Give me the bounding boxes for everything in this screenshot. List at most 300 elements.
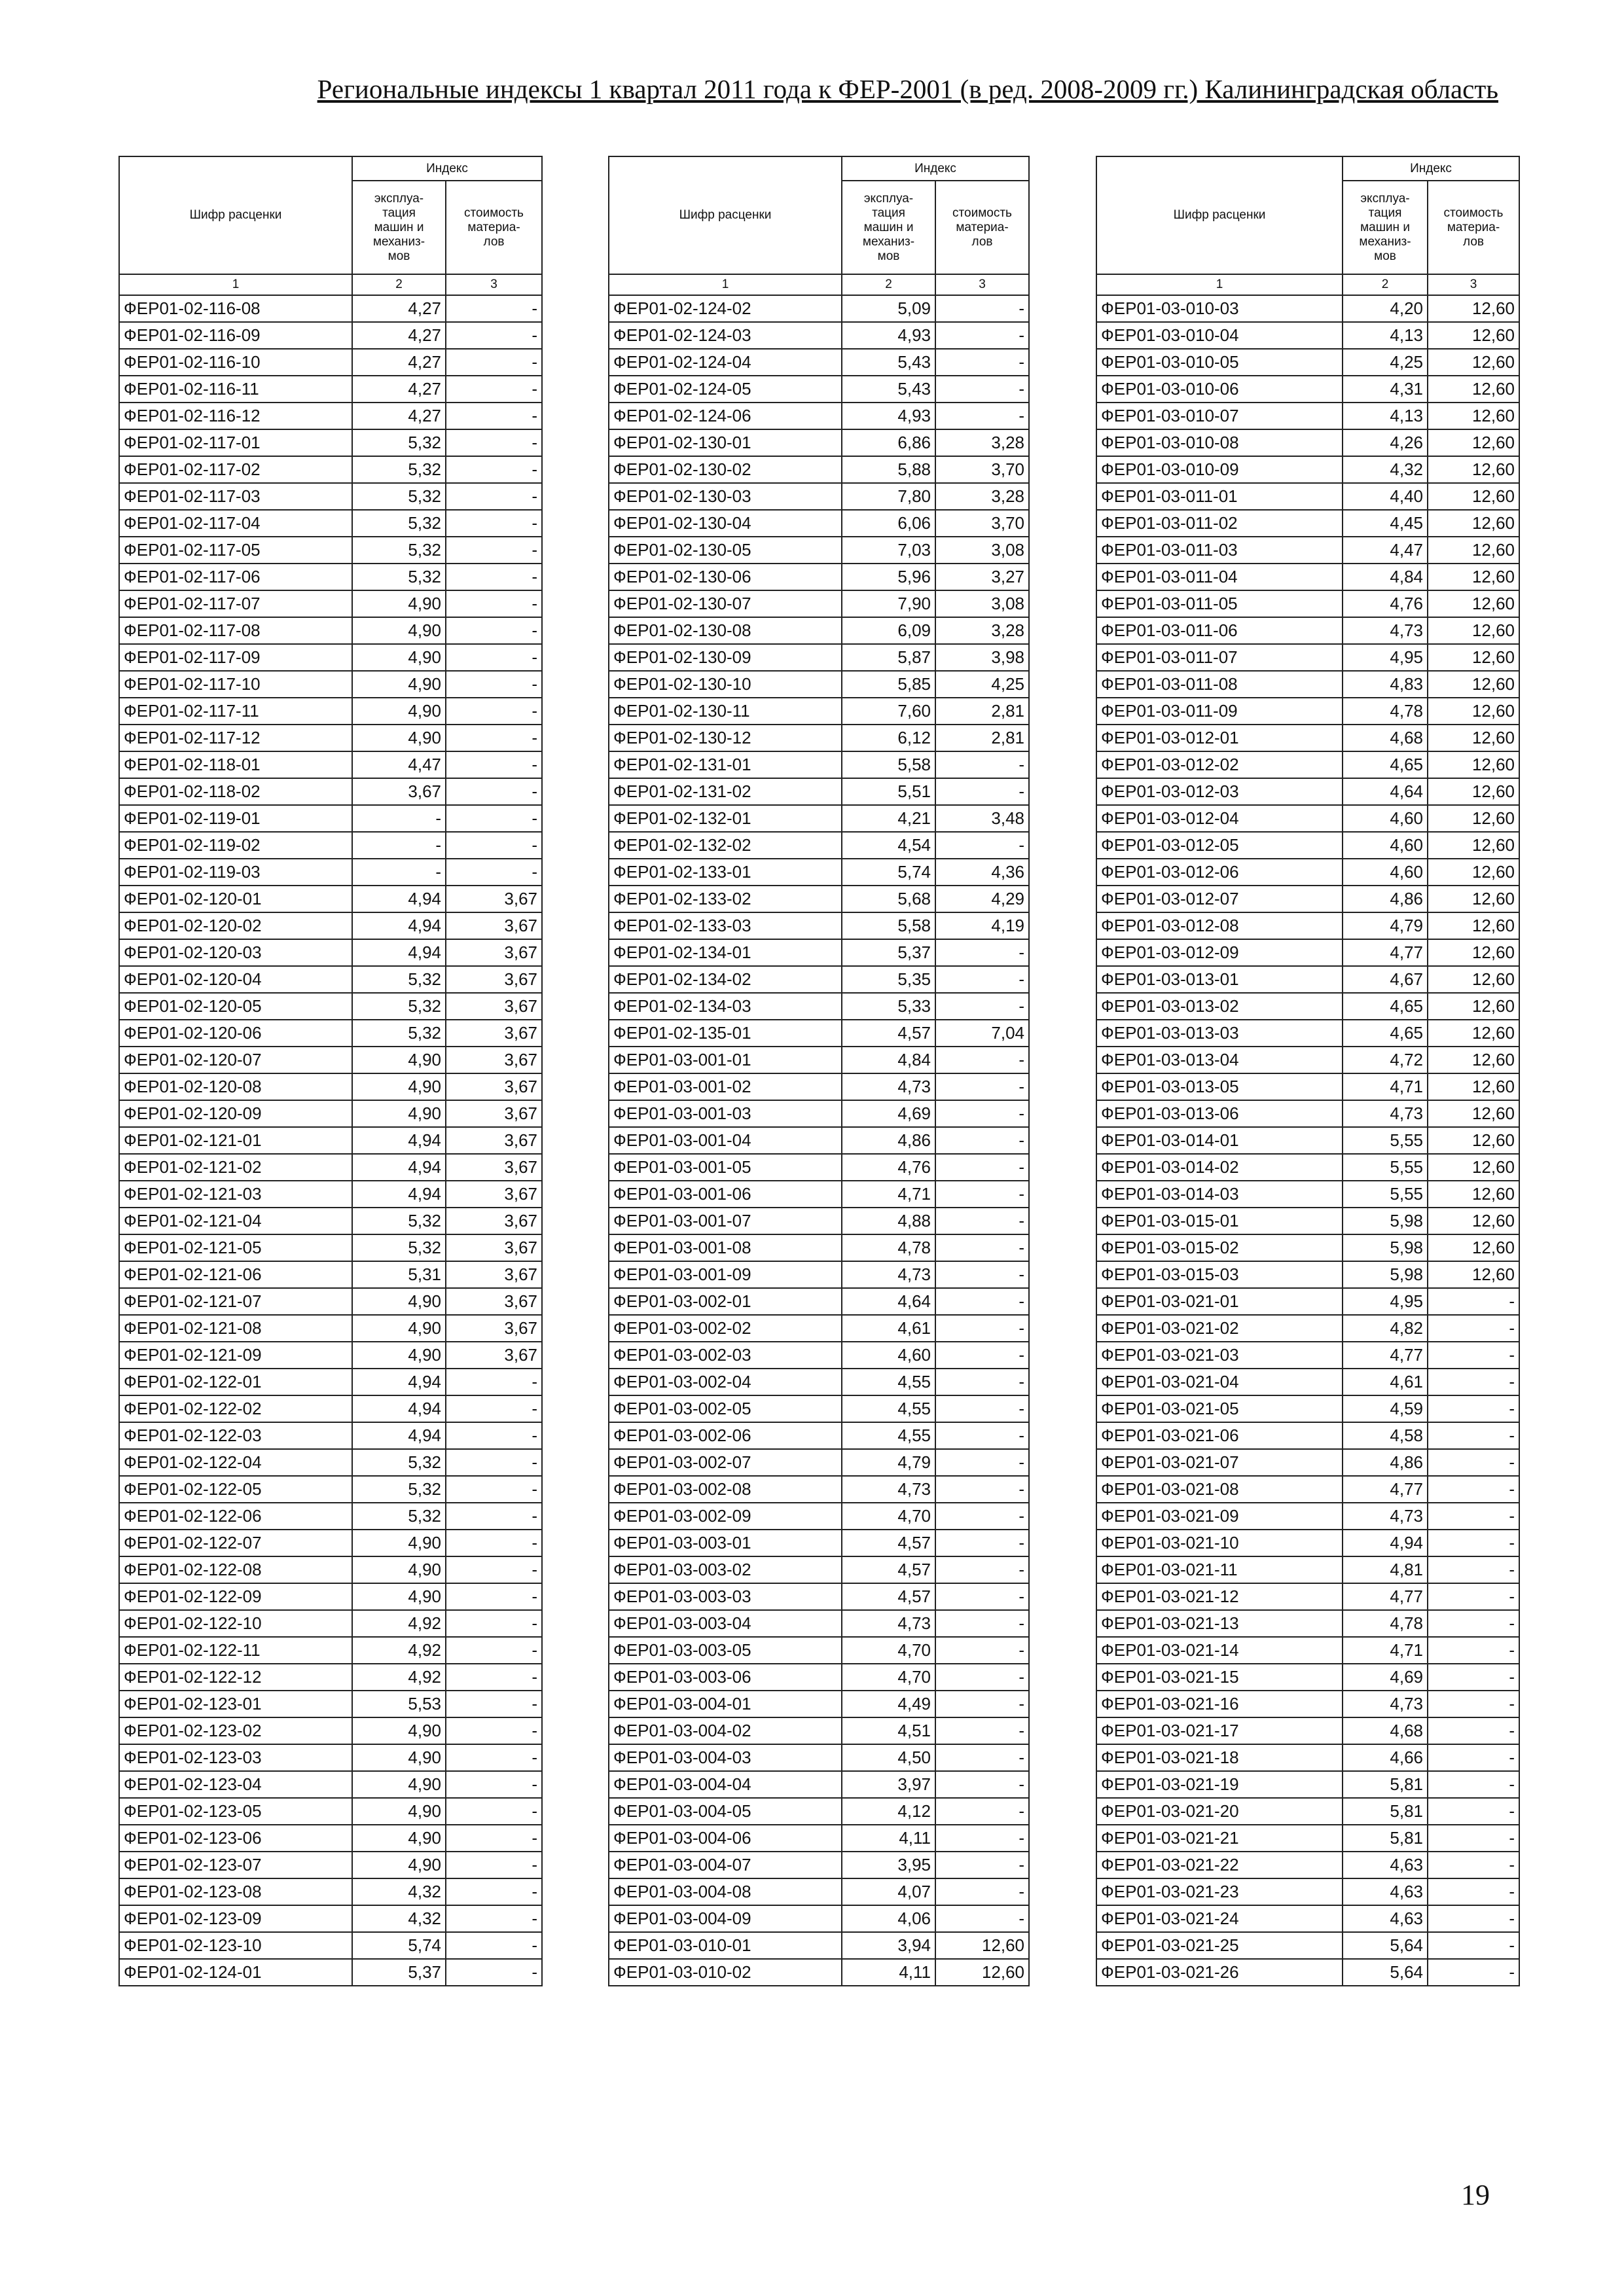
table-row xyxy=(609,590,1029,617)
rate-code-cell: ФЕР01-03-013-02 xyxy=(1096,993,1343,1020)
material-index-cell: - xyxy=(1428,1905,1519,1932)
table-row xyxy=(119,1771,542,1798)
table-row xyxy=(119,751,542,778)
material-index-cell: - xyxy=(1428,1637,1519,1664)
rate-code-cell: ФЕР01-02-121-07 xyxy=(119,1288,352,1315)
material-index-cell: 2,81 xyxy=(935,725,1029,751)
rate-code-cell: ФЕР01-02-121-01 xyxy=(119,1127,352,1154)
machine-index-cell: 4,94 xyxy=(352,886,446,912)
machine-index-cell: 4,90 xyxy=(352,1798,446,1825)
machine-index-cell: 5,55 xyxy=(1343,1127,1428,1154)
rate-code-cell: ФЕР01-03-013-05 xyxy=(1096,1073,1343,1100)
machine-index-cell: 4,64 xyxy=(842,1288,935,1315)
table-row xyxy=(609,912,1029,939)
table-row xyxy=(609,1395,1029,1422)
table-row xyxy=(609,644,1029,671)
material-index-cell: 12,60 xyxy=(1428,617,1519,644)
material-index-cell: 3,67 xyxy=(446,1127,542,1154)
machine-index-cell: 4,92 xyxy=(352,1664,446,1691)
material-index-cell: - xyxy=(935,832,1029,859)
table-row xyxy=(609,1610,1029,1637)
material-index-cell: 12,60 xyxy=(1428,859,1519,886)
table-row xyxy=(1096,295,1519,322)
material-index-cell: - xyxy=(446,1637,542,1664)
material-index-cell: - xyxy=(446,1583,542,1610)
machine-index-cell: 4,82 xyxy=(1343,1315,1428,1342)
table-row xyxy=(1096,993,1519,1020)
material-index-cell: - xyxy=(446,751,542,778)
material-index-cell: - xyxy=(446,1503,542,1530)
machine-index-cell: 4,65 xyxy=(1343,993,1428,1020)
machine-index-cell: 4,73 xyxy=(842,1073,935,1100)
rate-code-cell: ФЕР01-03-011-07 xyxy=(1096,644,1343,671)
rate-code-cell: ФЕР01-02-122-07 xyxy=(119,1530,352,1556)
machine-index-cell: 4,71 xyxy=(1343,1637,1428,1664)
table-row xyxy=(609,1664,1029,1691)
table-row xyxy=(119,1261,542,1288)
material-index-cell: - xyxy=(446,429,542,456)
table-row xyxy=(1096,1932,1519,1959)
table-row xyxy=(609,1878,1029,1905)
rate-code-cell: ФЕР01-02-123-02 xyxy=(119,1717,352,1744)
material-index-cell: 3,70 xyxy=(935,510,1029,537)
exploit-header: эксплуа- тация машин и механиз- мов xyxy=(842,181,935,274)
table-row xyxy=(119,1127,542,1154)
material-index-cell: - xyxy=(1428,1771,1519,1798)
material-index-cell: - xyxy=(935,376,1029,403)
table-row xyxy=(1096,1637,1519,1664)
rate-code-cell: ФЕР01-02-122-09 xyxy=(119,1583,352,1610)
table-row xyxy=(1096,1610,1519,1637)
material-index-cell: - xyxy=(935,1342,1029,1369)
material-index-cell: - xyxy=(935,1127,1029,1154)
machine-index-cell: 4,50 xyxy=(842,1744,935,1771)
rate-code-cell: ФЕР01-02-130-06 xyxy=(609,564,842,590)
table-row xyxy=(119,1181,542,1208)
rate-code-cell: ФЕР01-03-013-04 xyxy=(1096,1047,1343,1073)
material-index-cell: - xyxy=(446,403,542,429)
machine-index-cell: 4,90 xyxy=(352,1315,446,1342)
rate-code-cell: ФЕР01-03-004-05 xyxy=(609,1798,842,1825)
table-row xyxy=(1096,1503,1519,1530)
machine-index-cell: 5,58 xyxy=(842,912,935,939)
machine-index-cell: 4,54 xyxy=(842,832,935,859)
machine-index-cell: 4,90 xyxy=(352,644,446,671)
machine-index-cell: 5,43 xyxy=(842,376,935,403)
rate-code-cell: ФЕР01-02-117-05 xyxy=(119,537,352,564)
machine-index-cell: 3,95 xyxy=(842,1852,935,1878)
table-row xyxy=(609,1315,1029,1342)
rate-code-cell: ФЕР01-02-117-01 xyxy=(119,429,352,456)
machine-index-cell: 5,32 xyxy=(352,1020,446,1047)
machine-index-cell: 4,70 xyxy=(842,1664,935,1691)
machine-index-cell: 4,94 xyxy=(352,1127,446,1154)
table-row xyxy=(609,1556,1029,1583)
machine-index-cell: 4,55 xyxy=(842,1422,935,1449)
machine-index-cell: 5,32 xyxy=(352,429,446,456)
table-row xyxy=(609,1234,1029,1261)
machine-index-cell: 4,84 xyxy=(1343,564,1428,590)
rate-code-cell: ФЕР01-02-131-02 xyxy=(609,778,842,805)
machine-index-cell: 5,43 xyxy=(842,349,935,376)
rate-code-cell: ФЕР01-02-122-04 xyxy=(119,1449,352,1476)
machine-index-cell: 4,90 xyxy=(352,1771,446,1798)
machine-index-cell: 5,81 xyxy=(1343,1771,1428,1798)
table-row xyxy=(119,1852,542,1878)
table-row xyxy=(1096,1959,1519,1986)
material-index-cell: - xyxy=(1428,1825,1519,1852)
material-index-cell: - xyxy=(446,1717,542,1744)
rate-code-cell: ФЕР01-03-021-08 xyxy=(1096,1476,1343,1503)
material-index-cell: 12,60 xyxy=(1428,1020,1519,1047)
material-index-cell: - xyxy=(935,993,1029,1020)
machine-index-cell: 4,90 xyxy=(352,1583,446,1610)
rate-code-cell: ФЕР01-03-002-08 xyxy=(609,1476,842,1503)
table-row xyxy=(1096,537,1519,564)
machine-index-cell: 7,60 xyxy=(842,698,935,725)
rate-code-cell: ФЕР01-02-130-03 xyxy=(609,483,842,510)
machine-index-cell: 4,78 xyxy=(842,1234,935,1261)
rate-code-cell: ФЕР01-03-002-05 xyxy=(609,1395,842,1422)
material-index-cell: - xyxy=(446,1530,542,1556)
machine-index-cell: 7,90 xyxy=(842,590,935,617)
material-index-cell: 3,67 xyxy=(446,1234,542,1261)
machine-index-cell: 4,73 xyxy=(1343,1100,1428,1127)
table-row xyxy=(1096,1852,1519,1878)
machine-index-cell: 4,60 xyxy=(842,1342,935,1369)
material-index-cell: - xyxy=(1428,1503,1519,1530)
rate-code-cell: ФЕР01-02-130-07 xyxy=(609,590,842,617)
machine-index-cell: 4,21 xyxy=(842,805,935,832)
machine-index-cell: 4,69 xyxy=(1343,1664,1428,1691)
rate-code-cell: ФЕР01-02-132-01 xyxy=(609,805,842,832)
material-index-cell: 3,67 xyxy=(446,1208,542,1234)
rate-code-cell: ФЕР01-03-021-16 xyxy=(1096,1691,1343,1717)
rate-code-cell: ФЕР01-03-021-14 xyxy=(1096,1637,1343,1664)
material-index-cell: 12,60 xyxy=(1428,483,1519,510)
material-index-cell: - xyxy=(935,1905,1029,1932)
material-index-cell: - xyxy=(935,1261,1029,1288)
rate-code-cell: ФЕР01-03-021-18 xyxy=(1096,1744,1343,1771)
exploit-header: эксплуа- тация машин и механиз- мов xyxy=(1343,181,1428,274)
machine-index-cell: 4,90 xyxy=(352,1744,446,1771)
rate-code-cell: ФЕР01-03-003-06 xyxy=(609,1664,842,1691)
rate-code-cell: ФЕР01-03-002-09 xyxy=(609,1503,842,1530)
machine-index-cell: 4,57 xyxy=(842,1556,935,1583)
machine-index-cell: 4,71 xyxy=(842,1181,935,1208)
material-index-cell: - xyxy=(1428,1449,1519,1476)
material-index-cell: 3,67 xyxy=(446,966,542,993)
rate-code-cell: ФЕР01-02-117-07 xyxy=(119,590,352,617)
material-index-cell: - xyxy=(935,1234,1029,1261)
index-header: Индекс xyxy=(352,156,542,181)
rate-code-cell: ФЕР01-02-118-02 xyxy=(119,778,352,805)
machine-index-cell: 4,57 xyxy=(842,1583,935,1610)
index-table-3 xyxy=(1096,156,1520,1986)
rate-code-cell: ФЕР01-02-123-07 xyxy=(119,1852,352,1878)
table-row xyxy=(609,1449,1029,1476)
material-index-cell: - xyxy=(935,1744,1029,1771)
table-row xyxy=(1096,564,1519,590)
material-index-cell: - xyxy=(935,1878,1029,1905)
machine-index-cell: 5,55 xyxy=(1343,1181,1428,1208)
machine-index-cell: 5,96 xyxy=(842,564,935,590)
rate-code-cell: ФЕР01-02-124-04 xyxy=(609,349,842,376)
rate-code-cell: ФЕР01-03-021-24 xyxy=(1096,1905,1343,1932)
table-row xyxy=(609,295,1029,322)
material-index-cell: 3,67 xyxy=(446,886,542,912)
machine-index-cell: 4,73 xyxy=(1343,617,1428,644)
rate-code-cell: ФЕР01-03-011-09 xyxy=(1096,698,1343,725)
table-row xyxy=(1096,483,1519,510)
machine-index-cell: 4,94 xyxy=(352,1154,446,1181)
machine-index-cell: 5,33 xyxy=(842,993,935,1020)
col-number: 3 xyxy=(935,274,1029,295)
material-index-cell: 3,08 xyxy=(935,537,1029,564)
table-row xyxy=(1096,1395,1519,1422)
machine-index-cell: 4,77 xyxy=(1343,1342,1428,1369)
material-index-cell: - xyxy=(935,939,1029,966)
table-row xyxy=(609,483,1029,510)
rate-code-cell: ФЕР01-03-012-01 xyxy=(1096,725,1343,751)
table-row xyxy=(119,1342,542,1369)
rate-code-cell: ФЕР01-02-124-01 xyxy=(119,1959,352,1986)
rate-code-cell: ФЕР01-03-003-01 xyxy=(609,1530,842,1556)
rate-code-cell: ФЕР01-02-130-12 xyxy=(609,725,842,751)
table-row xyxy=(609,751,1029,778)
material-index-cell: - xyxy=(935,1825,1029,1852)
machine-index-cell: 5,98 xyxy=(1343,1234,1428,1261)
machine-index-cell: 4,92 xyxy=(352,1610,446,1637)
material-index-cell: 3,67 xyxy=(446,1288,542,1315)
machine-index-cell: 4,90 xyxy=(352,1530,446,1556)
machine-index-cell: 4,40 xyxy=(1343,483,1428,510)
rate-code-cell: ФЕР01-03-003-04 xyxy=(609,1610,842,1637)
index-table-1 xyxy=(118,156,543,1986)
machine-index-cell: 5,32 xyxy=(352,1234,446,1261)
material-index-cell: 3,67 xyxy=(446,1100,542,1127)
rate-code-cell: ФЕР01-03-021-17 xyxy=(1096,1717,1343,1744)
machine-index-cell: 4,88 xyxy=(842,1208,935,1234)
rate-code-cell: ФЕР01-02-124-05 xyxy=(609,376,842,403)
rate-code-cell: ФЕР01-02-119-03 xyxy=(119,859,352,886)
table-row xyxy=(119,671,542,698)
code-header: Шифр расценки xyxy=(609,156,842,274)
material-index-cell: - xyxy=(446,483,542,510)
machine-index-cell: 5,32 xyxy=(352,564,446,590)
rate-code-cell: ФЕР01-02-120-05 xyxy=(119,993,352,1020)
machine-index-cell: 4,57 xyxy=(842,1530,935,1556)
rate-code-cell: ФЕР01-02-124-06 xyxy=(609,403,842,429)
rate-code-cell: ФЕР01-03-004-03 xyxy=(609,1744,842,1771)
machine-index-cell: 5,35 xyxy=(842,966,935,993)
machine-index-cell: 4,12 xyxy=(842,1798,935,1825)
rate-code-cell: ФЕР01-02-123-09 xyxy=(119,1905,352,1932)
machine-index-cell: 4,77 xyxy=(1343,939,1428,966)
table-row xyxy=(119,403,542,429)
table-row xyxy=(119,456,542,483)
rate-code-cell: ФЕР01-03-011-03 xyxy=(1096,537,1343,564)
material-index-cell: - xyxy=(1428,1717,1519,1744)
table-row xyxy=(1096,1100,1519,1127)
material-index-cell: - xyxy=(935,1288,1029,1315)
table-row xyxy=(1096,886,1519,912)
machine-index-cell: 4,90 xyxy=(352,725,446,751)
material-index-cell: - xyxy=(935,1583,1029,1610)
material-index-cell: - xyxy=(1428,1288,1519,1315)
machine-index-cell: - xyxy=(352,859,446,886)
table-row xyxy=(119,698,542,725)
machine-index-cell: 4,65 xyxy=(1343,751,1428,778)
table-row xyxy=(609,1288,1029,1315)
material-index-cell: 12,60 xyxy=(1428,456,1519,483)
material-index-cell: 12,60 xyxy=(1428,939,1519,966)
page-number: 19 xyxy=(1461,2179,1490,2211)
material-index-cell: 12,60 xyxy=(1428,295,1519,322)
material-index-cell: - xyxy=(935,349,1029,376)
table-row xyxy=(1096,510,1519,537)
material-index-cell: - xyxy=(1428,1878,1519,1905)
table-row xyxy=(119,295,542,322)
material-index-cell: - xyxy=(1428,1664,1519,1691)
material-index-cell: - xyxy=(446,725,542,751)
material-index-cell: 3,28 xyxy=(935,483,1029,510)
machine-index-cell: 4,61 xyxy=(842,1315,935,1342)
rate-code-cell: ФЕР01-03-010-06 xyxy=(1096,376,1343,403)
table-row xyxy=(1096,671,1519,698)
col-number: 3 xyxy=(446,274,542,295)
table-row xyxy=(119,590,542,617)
index-header: Индекс xyxy=(842,156,1029,181)
rate-code-cell: ФЕР01-02-120-04 xyxy=(119,966,352,993)
material-index-cell: 12,60 xyxy=(1428,510,1519,537)
col-number: 2 xyxy=(842,274,935,295)
rate-code-cell: ФЕР01-02-116-11 xyxy=(119,376,352,403)
rate-code-cell: ФЕР01-02-119-02 xyxy=(119,832,352,859)
table-row xyxy=(119,832,542,859)
table-row xyxy=(609,1825,1029,1852)
rate-code-cell: ФЕР01-02-116-12 xyxy=(119,403,352,429)
material-index-cell: - xyxy=(935,1100,1029,1127)
material-index-cell: 7,04 xyxy=(935,1020,1029,1047)
material-index-cell: 3,67 xyxy=(446,1315,542,1342)
material-index-cell: - xyxy=(446,778,542,805)
material-index-cell: 12,60 xyxy=(1428,751,1519,778)
machine-index-cell: 5,68 xyxy=(842,886,935,912)
material-index-cell: - xyxy=(1428,1476,1519,1503)
material-index-cell: - xyxy=(446,456,542,483)
material-index-cell: 12,60 xyxy=(1428,1073,1519,1100)
rate-code-cell: ФЕР01-02-121-02 xyxy=(119,1154,352,1181)
rate-code-cell: ФЕР01-03-012-08 xyxy=(1096,912,1343,939)
material-index-cell: - xyxy=(1428,1395,1519,1422)
table-row xyxy=(609,939,1029,966)
rate-code-cell: ФЕР01-02-122-12 xyxy=(119,1664,352,1691)
machine-index-cell: 4,47 xyxy=(1343,537,1428,564)
material-index-cell: 2,81 xyxy=(935,698,1029,725)
material-index-cell: 12,60 xyxy=(1428,832,1519,859)
table-row xyxy=(119,1717,542,1744)
material-index-cell: - xyxy=(446,1932,542,1959)
table-row xyxy=(1096,1288,1519,1315)
table-row xyxy=(609,1020,1029,1047)
material-index-cell: - xyxy=(446,322,542,349)
machine-index-cell: 4,64 xyxy=(1343,778,1428,805)
rate-code-cell: ФЕР01-02-118-01 xyxy=(119,751,352,778)
rate-code-cell: ФЕР01-03-021-01 xyxy=(1096,1288,1343,1315)
machine-index-cell: 4,31 xyxy=(1343,376,1428,403)
rate-code-cell: ФЕР01-02-132-02 xyxy=(609,832,842,859)
material-index-cell: - xyxy=(446,644,542,671)
rate-code-cell: ФЕР01-03-001-04 xyxy=(609,1127,842,1154)
table-row xyxy=(1096,349,1519,376)
table-row xyxy=(609,778,1029,805)
machine-index-cell: 5,32 xyxy=(352,456,446,483)
machine-index-cell: 5,32 xyxy=(352,993,446,1020)
rate-code-cell: ФЕР01-03-002-07 xyxy=(609,1449,842,1476)
rate-code-cell: ФЕР01-02-124-03 xyxy=(609,322,842,349)
table-row xyxy=(119,1288,542,1315)
rate-code-cell: ФЕР01-03-002-01 xyxy=(609,1288,842,1315)
rate-code-cell: ФЕР01-02-134-01 xyxy=(609,939,842,966)
table-row xyxy=(119,1959,542,1986)
machine-index-cell: 4,84 xyxy=(842,1047,935,1073)
material-index-cell: - xyxy=(446,1369,542,1395)
material-index-cell: - xyxy=(935,1556,1029,1583)
machine-index-cell: 4,68 xyxy=(1343,725,1428,751)
rate-code-cell: ФЕР01-02-121-05 xyxy=(119,1234,352,1261)
col-number: 2 xyxy=(352,274,446,295)
rate-code-cell: ФЕР01-02-122-05 xyxy=(119,1476,352,1503)
material-index-cell: - xyxy=(446,1691,542,1717)
machine-index-cell: 4,73 xyxy=(1343,1691,1428,1717)
table-row xyxy=(609,617,1029,644)
machine-index-cell: 4,90 xyxy=(352,1073,446,1100)
machine-index-cell: 4,81 xyxy=(1343,1556,1428,1583)
rate-code-cell: ФЕР01-03-021-21 xyxy=(1096,1825,1343,1852)
machine-index-cell: 4,60 xyxy=(1343,859,1428,886)
rate-code-cell: ФЕР01-02-122-01 xyxy=(119,1369,352,1395)
table-row xyxy=(1096,725,1519,751)
material-index-cell: - xyxy=(935,1798,1029,1825)
machine-index-cell: 4,90 xyxy=(352,1288,446,1315)
rate-code-cell: ФЕР01-02-122-02 xyxy=(119,1395,352,1422)
material-index-cell: 12,60 xyxy=(1428,886,1519,912)
rate-code-cell: ФЕР01-03-021-13 xyxy=(1096,1610,1343,1637)
table-row xyxy=(609,1852,1029,1878)
machine-index-cell: 4,78 xyxy=(1343,698,1428,725)
table-row xyxy=(119,1234,542,1261)
machine-index-cell: 5,32 xyxy=(352,966,446,993)
material-index-cell: 12,60 xyxy=(1428,671,1519,698)
machine-index-cell: 4,06 xyxy=(842,1905,935,1932)
material-index-cell: - xyxy=(1428,1583,1519,1610)
table-row xyxy=(609,1744,1029,1771)
material-index-cell: - xyxy=(1428,1342,1519,1369)
table-row xyxy=(119,886,542,912)
machine-index-cell: 5,53 xyxy=(352,1691,446,1717)
material-index-cell: - xyxy=(446,698,542,725)
rate-code-cell: ФЕР01-02-117-09 xyxy=(119,644,352,671)
machine-index-cell: 4,13 xyxy=(1343,322,1428,349)
rate-code-cell: ФЕР01-03-001-02 xyxy=(609,1073,842,1100)
rate-code-cell: ФЕР01-03-004-06 xyxy=(609,1825,842,1852)
table-row xyxy=(1096,1073,1519,1100)
table-row xyxy=(119,1476,542,1503)
machine-index-cell: 7,03 xyxy=(842,537,935,564)
table-row xyxy=(1096,805,1519,832)
machine-index-cell: 5,85 xyxy=(842,671,935,698)
